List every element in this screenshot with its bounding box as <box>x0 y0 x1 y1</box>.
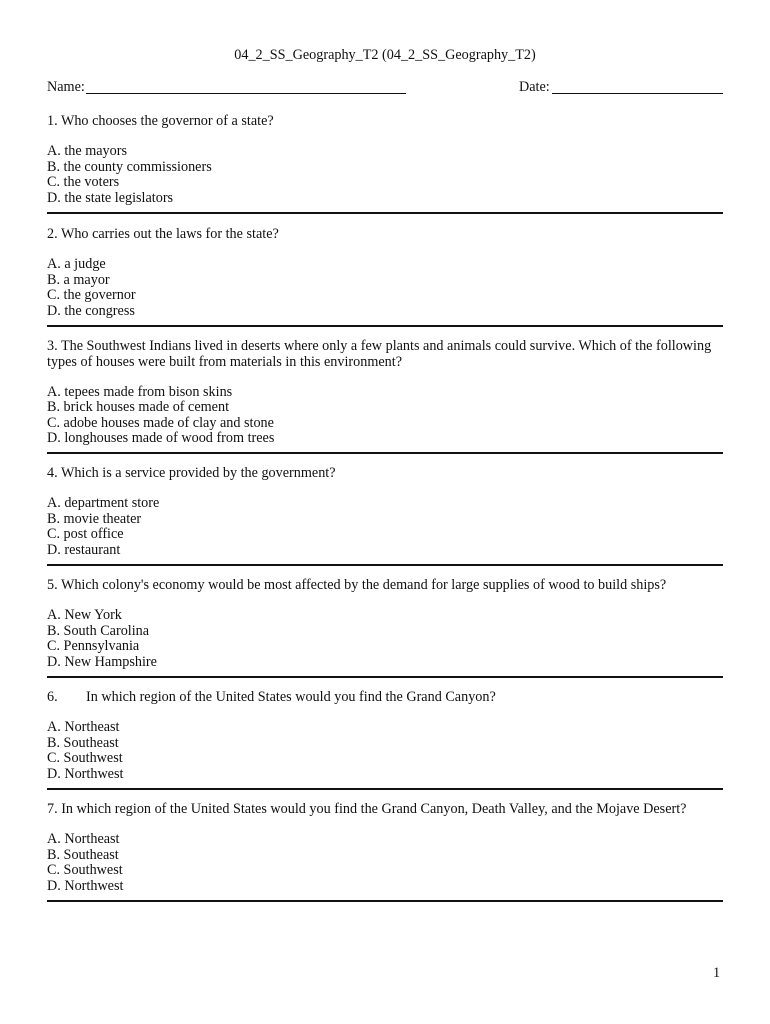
answer-option-d[interactable]: D. restaurant <box>47 541 121 558</box>
question-number: 1. <box>47 113 58 129</box>
answer-option-b[interactable]: B. South Carolina <box>47 622 150 639</box>
question-number: 4. <box>47 465 58 481</box>
question-divider <box>47 676 723 678</box>
answer-option-b[interactable]: B. brick houses made of cement <box>47 399 230 416</box>
question-number: 7. <box>47 801 58 817</box>
answer-option-d[interactable]: D. Northwest <box>47 877 124 894</box>
answer-option-a[interactable]: A. Northeast <box>47 831 120 848</box>
question-divider <box>47 452 723 454</box>
answer-option-a[interactable]: A. tepees made from bison skins <box>47 383 233 400</box>
date-label: Date: <box>519 79 550 95</box>
question-prompt: The Southwest Indians lived in deserts where only a few plants and animals could survive. Which of the following types of houses were built from materials in this environment? <box>47 338 712 370</box>
answer-option-a[interactable]: A. the mayors <box>47 143 127 160</box>
question-prompt: In which region of the United States would you find the Grand Canyon? <box>86 689 496 705</box>
question-text <box>47 578 723 594</box>
answer-option-a[interactable]: A. department store <box>47 495 160 512</box>
question-divider <box>47 564 723 566</box>
answer-option-b[interactable]: B. movie theater <box>47 510 142 527</box>
question-7 <box>47 802 723 894</box>
question-text <box>47 466 723 482</box>
page-number: 1 <box>713 965 721 981</box>
question-4 <box>47 466 723 558</box>
question-3 <box>47 339 723 447</box>
question-divider <box>47 325 723 327</box>
answer-option-a[interactable]: A. Northeast <box>47 719 120 736</box>
answer-option-c[interactable]: C. Pennsylvania <box>47 638 140 655</box>
name-label: Name: <box>47 79 85 95</box>
question-divider <box>47 212 723 214</box>
question-1 <box>47 114 723 206</box>
answer-option-c[interactable]: C. post office <box>47 526 124 543</box>
answer-option-c[interactable]: C. Southwest <box>47 862 123 879</box>
answer-option-d[interactable]: D. the congress <box>47 302 135 319</box>
question-text <box>47 114 723 130</box>
answer-option-a[interactable]: A. a judge <box>47 256 106 273</box>
question-number: 5. <box>47 577 58 593</box>
answer-option-b[interactable]: B. the county commissioners <box>47 158 212 175</box>
question-prompt: Which is a service provided by the government? <box>60 465 336 481</box>
question-text <box>47 690 723 706</box>
answer-option-b[interactable]: B. Southeast <box>47 734 119 751</box>
question-number: 3. <box>47 338 58 354</box>
answer-option-d[interactable]: D. longhouses made of wood from trees <box>47 430 275 447</box>
question-prompt: Who chooses the governor of a state? <box>60 113 274 129</box>
question-text <box>47 227 723 243</box>
question-text <box>47 802 723 818</box>
name-blank-line[interactable] <box>86 93 406 94</box>
question-prompt: Who carries out the laws for the state? <box>60 226 279 242</box>
question-divider <box>47 788 723 790</box>
answer-option-c[interactable]: C. adobe houses made of clay and stone <box>47 414 274 431</box>
answer-option-b[interactable]: B. a mayor <box>47 271 110 288</box>
header-row <box>47 78 723 98</box>
question-prompt: Which colony's economy would be most affected by the demand for large supplies of wood to build ships? <box>60 577 667 593</box>
date-blank-line[interactable] <box>552 93 723 94</box>
answer-option-b[interactable]: B. Southeast <box>47 846 119 863</box>
question-number: 6. <box>47 689 58 705</box>
question-prompt: In which region of the United States would you find the Grand Canyon, Death Valley, and the Mojave Desert? <box>61 801 687 817</box>
question-divider <box>47 900 723 902</box>
answer-option-d[interactable]: D. Northwest <box>47 765 124 782</box>
question-2 <box>47 227 723 319</box>
answer-option-d[interactable]: D. the state legislators <box>47 189 174 206</box>
answer-option-d[interactable]: D. New Hampshire <box>47 653 157 670</box>
question-text <box>47 339 723 370</box>
answer-option-c[interactable]: C. the governor <box>47 287 136 304</box>
answer-option-a[interactable]: A. New York <box>47 607 122 624</box>
question-5 <box>47 578 723 670</box>
answer-option-c[interactable]: C. Southwest <box>47 750 123 767</box>
answer-option-c[interactable]: C. the voters <box>47 174 120 191</box>
question-6 <box>47 690 723 782</box>
page-title: 04_2_SS_Geography_T2 (04_2_SS_Geography_T2) <box>234 47 536 63</box>
question-number: 2. <box>47 226 58 242</box>
